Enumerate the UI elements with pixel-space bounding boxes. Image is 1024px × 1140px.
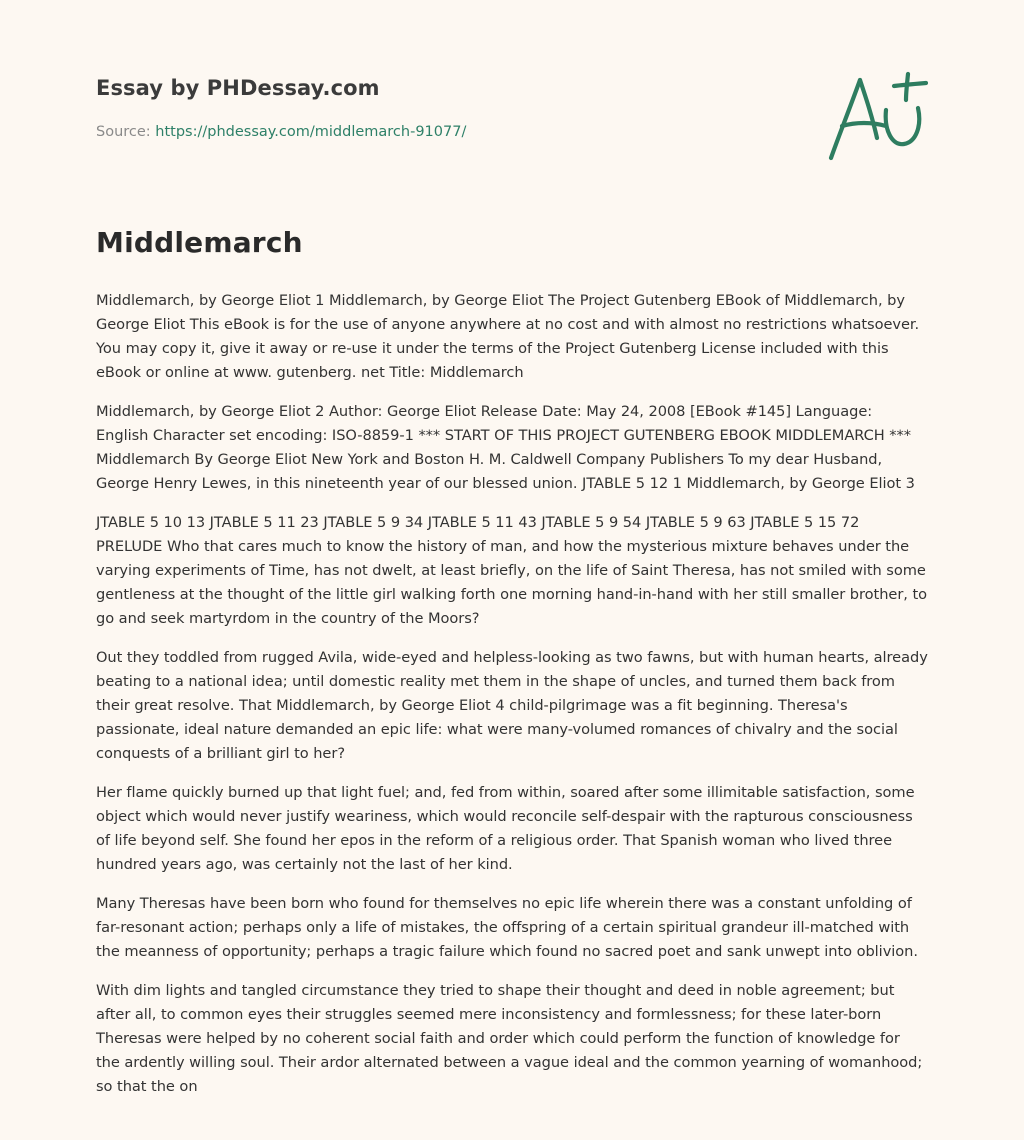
site-title: Essay by PHDessay.com: [96, 76, 380, 100]
site-header: [96, 0, 928, 200]
source-label: Source:: [96, 124, 156, 140]
article-paragraph: With dim lights and tangled circumstance they tried to shape their thought and deed in noble agreement; but after all, to common eyes their struggles seemed mere inconsistency and formlessness; for these later-born Theresas were helped by no coherent social faith and order which could perform the function of knowledge for the ardently willing soul. Their ardor alternated between a vague ideal and the common yearning of womanhood; so that the on: [96, 982, 923, 1095]
source-line: [96, 124, 466, 140]
article-paragraph: Out they toddled from rugged Avila, wide-eyed and helpless-looking as two fawns, but with human hearts, already beating to a national idea; until domestic reality met them in the shape of uncles, and turned them back from their great resolve. That Middlemarch, by George Eliot 4 child-pilgrimage was a fit beginning. Theresa's passionate, ideal nature demanded an epic life: what were many-volumed romances of chivalry and the social conquests of a brilliant girl to her?: [96, 649, 928, 762]
article-title: Middlemarch: [96, 226, 303, 259]
article-paragraph: JTABLE 5 10 13 JTABLE 5 11 23 JTABLE 5 9 34 JTABLE 5 11 43 JTABLE 5 9 54 JTABLE 5 9 63 JTABLE 5 15 72 PRELUDE Who that cares much to know the history of man, and how the mysterious mixture behaves under the varying experiments of Time, has not dwelt, at least briefly, on the life of Saint Theresa, has not smiled with some gentleness at the thought of the little girl walking forth one morning hand-in-hand with her still smaller brother, to go and seek martyrdom in the country of the Moors?: [96, 514, 927, 627]
a-plus-logo-icon: [826, 68, 928, 166]
article: [96, 226, 928, 1099]
article-paragraph: Middlemarch, by George Eliot 1 Middlemarch, by George Eliot The Project Gutenberg EBook of Middlemarch, by George Eliot This eBook is for the use of anyone anywhere at no cost and with almost no restrictions whatsoever. You may copy it, give it away or re-use it under the terms of the Project Gutenberg License included with this eBook or online at www. gutenberg. net Title: Middlemarch: [96, 292, 920, 381]
article-paragraph: Many Theresas have been born who found for themselves no epic life wherein there was a constant unfolding of far-resonant action; perhaps only a life of mistakes, the offspring of a certain spiritual grandeur ill-matched with the meanness of opportunity; perhaps a tragic failure which found no sacred poet and sank unwept into oblivion.: [96, 895, 918, 960]
article-paragraph: Middlemarch, by George Eliot 2 Author: George Eliot Release Date: May 24, 2008 [EBook #145] Language: English Character set encoding: ISO-8859-1 *** START OF THIS PROJECT GUTENBERG EBOOK MIDDLEMARCH *** Middlemarch By George Eliot New York and Boston H. M. Caldwell Company Publishers To my dear Husband, George Henry Lewes, in this nineteenth year of our blessed union. JTABLE 5 12 1 Middlemarch, by George Eliot 3: [96, 403, 915, 492]
source-link[interactable]: https://phdessay.com/middlemarch-91077/: [155, 124, 467, 140]
article-paragraph: Her flame quickly burned up that light fuel; and, fed from within, soared after some illimitable satisfaction, some object which would never justify weariness, which would reconcile self-despair with the rapturous consciousness of life beyond self. She found her epos in the reform of a religious order. That Spanish woman who lived three hundred years ago, was certainly not the last of her kind.: [96, 784, 915, 873]
